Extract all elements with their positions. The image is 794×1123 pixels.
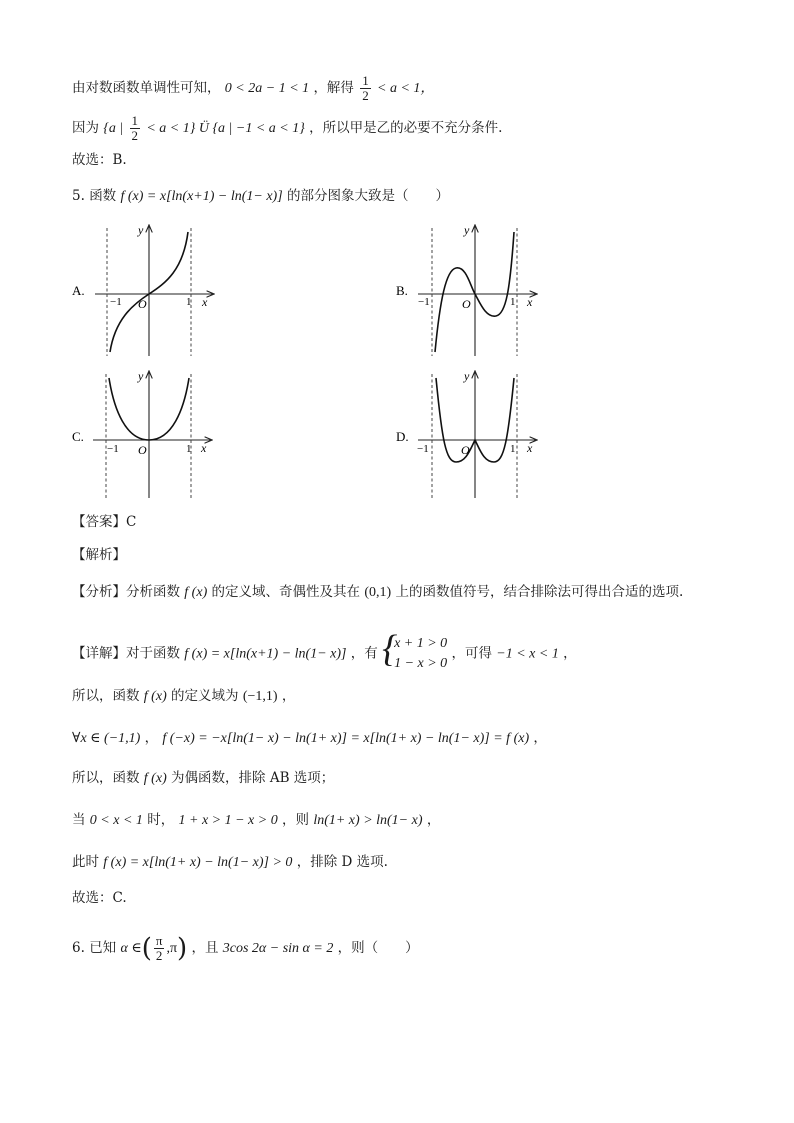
question-6 [72, 934, 419, 963]
y-label: y [464, 369, 470, 383]
answer-line [72, 512, 136, 532]
text: 因为 [72, 120, 99, 136]
text: 故选：B. [72, 152, 127, 168]
y-label: y [138, 223, 144, 237]
text: 已知 [89, 940, 117, 956]
math-fx: f (x) [184, 585, 208, 600]
question-number: 6. [72, 940, 85, 956]
math-equation: f (−x) = −x[ln(1− x) − ln(1+ x)] = x[ln(1+ x) − ln(1− x)] = f (x) [162, 731, 530, 746]
graph-b [396, 223, 536, 356]
y-label: y [138, 369, 144, 383]
text: ，所以甲是乙的必要不充分条件. [309, 120, 503, 136]
math-inequality: < a < 1， [377, 81, 435, 96]
text: ，解得 [313, 80, 354, 96]
then-line [72, 852, 388, 873]
x-label: x [527, 295, 533, 309]
math-inequality: 1 + x > 1 − x > 0 [178, 813, 278, 828]
text: 的定义域、奇偶性及其在 [211, 584, 361, 600]
brace-icon: { [382, 628, 398, 670]
text: ， [533, 730, 547, 746]
option-b-letter: B. [396, 283, 408, 298]
text: 此时 [72, 854, 99, 870]
text: ， [426, 812, 441, 828]
math-interval: (0,1) [364, 585, 392, 600]
text: ，则 [282, 812, 310, 828]
denominator: 2 [362, 88, 369, 103]
fraction-pi-half [154, 934, 165, 963]
text: ，则（ ） [337, 940, 419, 956]
fenxi-tag: 【分析】 [72, 584, 126, 600]
origin-label: O [462, 297, 471, 311]
math-fx: f (x) [143, 771, 167, 786]
math-inequality: ln(1+ x) > ln(1− x) [313, 813, 423, 828]
paren-open: ( [141, 933, 152, 964]
fenxi-line [72, 582, 683, 603]
math-set: < a < 1} Ü {a | −1 < a < 1} [146, 121, 305, 136]
y-label: y [464, 223, 470, 237]
answer-tag: 【答案】 [72, 514, 126, 530]
case-2: 1 − x > 0 [394, 656, 448, 671]
math-inequality: 0 < 2a − 1 < 1 [224, 81, 310, 96]
math-equation: 3cos 2α − sin α = 2 [222, 941, 334, 956]
text: 故选：C. [72, 890, 127, 906]
text: ， [144, 730, 159, 746]
domain-line [72, 686, 295, 707]
tick-pos1: 1 [186, 296, 192, 308]
choose-line [72, 888, 127, 908]
math-pi: ,π [166, 941, 178, 956]
question-number: 5. [72, 188, 85, 204]
tick-neg1: −1 [110, 296, 122, 308]
tick-pos1: 1 [510, 296, 516, 308]
text: 所以，函数 [72, 770, 140, 786]
text: 对于函数 [126, 645, 180, 662]
graph-a [72, 223, 213, 356]
text: ，排除 D 选项. [296, 854, 388, 870]
function-formula: f (x) = x[ln(x+1) − ln(1− x)] [184, 646, 347, 662]
math-fx: f (x) [143, 689, 167, 704]
tick-pos1: 1 [510, 443, 516, 455]
analysis-line [72, 545, 126, 565]
detail-tag: 【详解】 [72, 645, 126, 662]
exclude-ab-line [72, 768, 334, 789]
text: 分析函数 [126, 584, 180, 600]
detail-line [72, 628, 577, 674]
math-inequality: −1 < x < 1 [496, 646, 559, 662]
option-d-letter: D. [396, 429, 409, 444]
x-label: x [202, 295, 208, 309]
analysis-tag: 【解析】 [72, 547, 126, 563]
text: 所以，函数 [72, 688, 140, 704]
when-line [72, 810, 440, 831]
numerator: π [155, 933, 163, 948]
denominator: 2 [131, 128, 139, 143]
text: 时， [147, 812, 175, 828]
text: 的部分图象大致是（ ） [286, 188, 449, 204]
origin-label: O [138, 443, 147, 457]
text: 由对数函数单调性可知， [72, 80, 221, 96]
tick-neg1: −1 [417, 443, 429, 455]
case-system [382, 628, 448, 674]
math-inequality: f (x) = x[ln(1+ x) − ln(1− x)] > 0 [103, 855, 293, 870]
tick-neg1: −1 [107, 443, 119, 455]
denominator: 2 [155, 948, 163, 963]
math-interval: (−1,1) [242, 689, 278, 704]
text: ，有 [350, 645, 378, 662]
tick-pos1: 1 [186, 443, 192, 455]
even-derivation-line [72, 728, 547, 749]
text: 的定义域为 [171, 688, 239, 704]
option-c-letter: C. [72, 429, 84, 444]
text: 当 [72, 812, 86, 828]
math-alpha: α ∈ [120, 941, 142, 956]
origin-label: O [461, 443, 470, 457]
text: ， [563, 645, 577, 662]
text: ，且 [191, 940, 219, 956]
text: 为偶函数，排除 AB 选项； [171, 770, 335, 786]
origin-label: O [138, 297, 147, 311]
math-forall: ∀x ∈ (−1,1) [72, 731, 141, 746]
text: ，可得 [451, 645, 492, 662]
function-formula: f (x) = x[ln(x+1) − ln(1− x)] [120, 189, 283, 204]
option-a-letter: A. [72, 283, 85, 298]
math-set: {a | [103, 121, 124, 136]
x-label: x [527, 441, 533, 455]
math-inequality: 0 < x < 1 [89, 813, 143, 828]
numerator: 1 [362, 73, 369, 88]
answer-value: C [126, 514, 137, 530]
case-1: x + 1 > 0 [394, 636, 448, 651]
paren-close: ) [177, 933, 188, 964]
x-label: x [201, 441, 207, 455]
numerator: 1 [131, 113, 139, 128]
graph-d [396, 369, 536, 498]
tick-neg1: −1 [418, 296, 430, 308]
text: 函数 [89, 188, 117, 204]
text: 上的函数值符号，结合排除法可得出合适的选项. [395, 584, 684, 600]
text: ， [281, 688, 296, 704]
graph-c [72, 369, 211, 498]
